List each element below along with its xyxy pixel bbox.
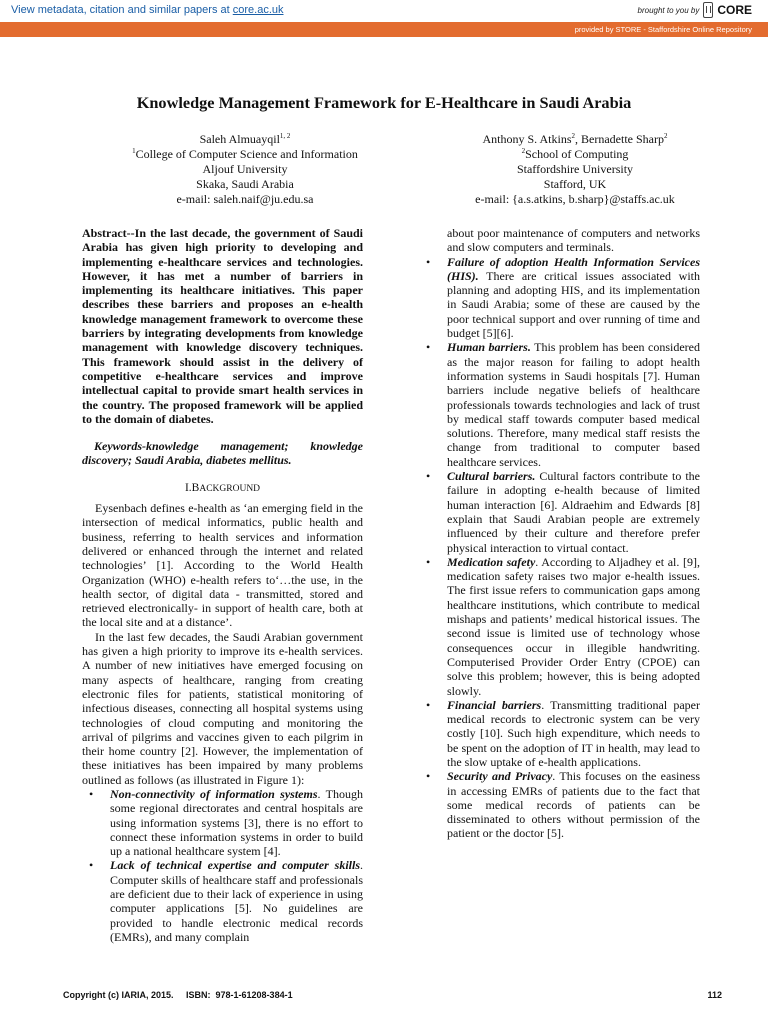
paragraph: In the last few decades, the Saudi Arabian government has given a high priority to improve its e-health services. A number of new initiatives have emerged focusing on many aspects of healthcare, ranging from creating electronic files for patients, statistical monitoring of infectious diseases, connecting all hospital systems using technologies of cloud computing and monitoring the arrival of pilgrims and vaccines given to each pilgrim in their home country [2]. However, the implementation of these initiatives has been impaired by many problems outlined as follows (as illustrated in Figure 1): <box>82 629 363 787</box>
core-metadata-text: View metadata, citation and similar papers at core.ac.uk <box>11 4 284 16</box>
bullet-icon: • <box>426 697 431 712</box>
keywords: Keywords-knowledge management; knowledge discovery; Saudi Arabia, diabetes mellitus. <box>82 439 363 468</box>
list-item: • Human barriers. This problem has been considered as the major reason for failing to adopt health information systems in Saudi hospitals [7]. Human barriers include negative beliefs of healthcare professionals towards technologies and lack of trust by medical staff towards computer based medical solutions. Therefore, many medical staff resists the change from traditional to computer based healthcare services. <box>426 340 700 469</box>
list-item: • Financial barriers. Transmitting traditional paper medical records to electronic system can be very costly [10]. Such high expenditure, which needs to be spent on the adoption of IT in health, may lead to the slow uptake of e-health applications. <box>426 697 700 769</box>
author-email: e-mail: saleh.naif@ju.edu.sa <box>176 192 314 206</box>
right-column <box>419 226 700 841</box>
bullet-icon: • <box>89 786 94 801</box>
list-item-continued: about poor maintenance of computers and networks and slow computers and terminals. <box>447 226 700 255</box>
paragraph: Eysenbach defines e-health as ‘an emerging field in the intersection of medical informatics, public health and business, referring to health services and information delivered or enhanced through the internet and related technologies’ [1]. According to the World Health Organization (WHO) e-health refers to‘…the use, in the health sector, of digital data - transmitted, stored and retrieved electronically- in support of health care, both at the local site and at a distance’. <box>82 501 363 630</box>
list-item: • Non-connectivity of information systems. Though some regional directorates and central hospitals are using information systems [3], there is no effort to connect these information systems in order to build up a national healthcare system [4]. <box>89 786 363 859</box>
list-item: • Lack of technical expertise and computer skills. Computer skills of healthcare staff and professionals are deficient due to their lack of experience in using computer applications [5]. No guidelines are provided to handle electronic medical records (EMRs), and many complain <box>89 858 363 944</box>
provided-by-text[interactable]: provided by STORE - Staffordshire Online Repository <box>574 25 752 34</box>
author-name: Saleh Almuayqil$^{1, 2}$ <box>199 132 291 146</box>
list-item: • Medication safety. According to Aljadhey et al. [9], medication safety raises two major e-health issues. The first issue refers to communication gaps among healthcare institutions, which contribute to medical mishaps and patients’ medical historical issues. The second issue is limited use of technology whose consequences occur in illegible handwriting. Computerised Provider Order Entry (CPOE) can solve this problem; however, this is being adopted slowly. <box>426 554 700 698</box>
page-number: 112 <box>707 990 722 1000</box>
author-block-right: Anthony S. Atkins$^2$, Bernadette Sharp$^2$ $^2$School of Computing Staffordshire University Stafford, UK e-mail: {a.s.atkins, b.sharp}@staffs.ac.uk <box>430 132 720 207</box>
core-logo-icon <box>703 2 713 18</box>
list-item: • Security and Privacy. This focuses on the easiness in accessing EMRs of patients due to the fact that some medical records of patients can be disseminated to others without permission of the patient or the doctor [5]. <box>426 769 700 841</box>
bullet-icon: • <box>426 340 431 355</box>
core-link[interactable]: core.ac.uk <box>232 4 284 16</box>
bullet-icon: • <box>426 469 431 484</box>
bullet-list <box>82 787 363 944</box>
core-header-bar <box>0 0 768 23</box>
author-block-left: Saleh Almuayqil$^{1, 2}$ $^1$College of Computer Science and Information Aljouf University Skaka, Saudi Arabia e-mail: saleh.naif@ju.edu.sa <box>90 132 400 207</box>
abstract: Abstract--In the last decade, the government of Saudi Arabia has given high priority to developing and implementing e-healthcare services and technologies. However, it has met a number of barriers in implementing its healthcare initiatives. This paper describes these barriers and proposes an e-health knowledge management framework to overcome these barriers by integrating developments from knowledge management with knowledge discovery techniques. This framework should assist in the delivery of competitive e-healthcare services and improve intellectual capital to provide smart health services in the country. The proposed framework will be applied to the domain of diabetes. <box>82 226 363 426</box>
provided-by-bar <box>0 22 768 37</box>
list-item: • Failure of adoption Health Information Services (HIS). There are critical issues associated with planning and adopting HIS, and its implementation in Saudi Arabia; some of these are caused by the poor technical support and over running of time and budget [5][6]. <box>426 254 700 341</box>
author-names: Anthony S. Atkins$^2$, Bernadette Sharp$^2$ <box>482 132 668 146</box>
left-column <box>82 226 363 944</box>
author-email: e-mail: {a.s.atkins, b.sharp}@staffs.ac.uk <box>475 192 675 206</box>
bullet-icon: • <box>89 858 94 873</box>
bullet-icon: • <box>426 254 431 269</box>
copyright-footer: Copyright (c) IARIA, 2015. ISBN: 978-1-61208-384-1 <box>63 990 293 1000</box>
list-item: • Cultural barriers. Cultural factors contribute to the failure in adopting e-health because of limited human interaction [6]. Aldraehim and Edwards [8] explain that Saudi Arabian people are extremely influenced by their culture and therefore prefer physical interaction to virtual contact. <box>426 469 700 555</box>
bullet-list <box>419 226 700 841</box>
bullet-icon: • <box>426 769 431 784</box>
core-brand[interactable]: brought to you by CORE <box>637 3 752 17</box>
paper-title: Knowledge Management Framework for E-Healthcare in Saudi Arabia <box>136 93 632 112</box>
section-heading: I.BACKGROUND <box>184 481 261 494</box>
bullet-icon: • <box>426 554 431 569</box>
